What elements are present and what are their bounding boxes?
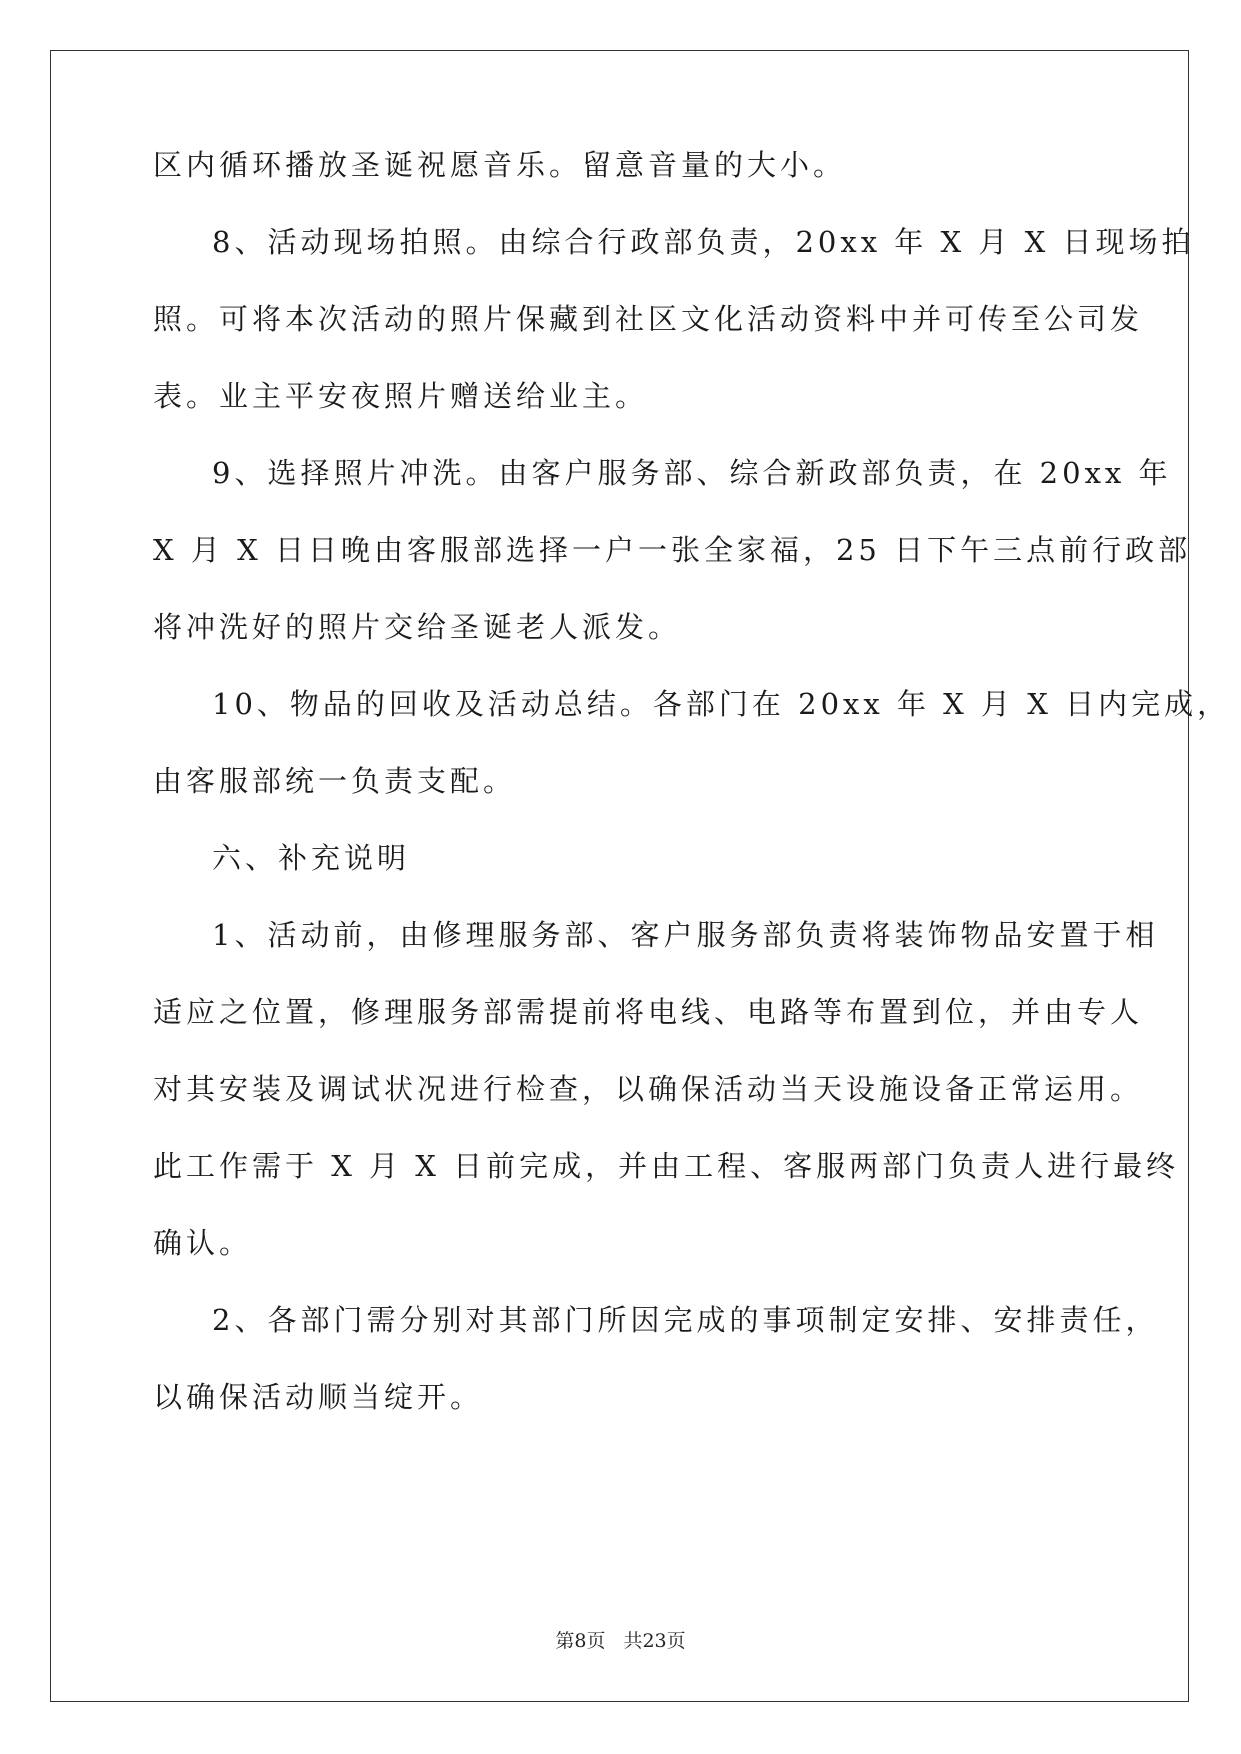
text-line: 8、活动现场拍照。由综合行政部负责，20xx 年 X 月 X 日现场拍 (212, 225, 1195, 259)
text-line: 适应之位置，修理服务部需提前将电线、电路等布置到位，并由专人 (153, 995, 1144, 1029)
page-total: 共23页 (623, 1630, 686, 1652)
text-line: 照。可将本次活动的照片保藏到社区文化活动资料中并可传至公司发 (153, 302, 1144, 336)
text-line: 将冲洗好的照片交给圣诞老人派发。 (153, 610, 682, 644)
text-line: 确认。 (153, 1226, 253, 1260)
text-line: 由客服部统一负责支配。 (153, 764, 517, 798)
text-line: 以确保活动顺当绽开。 (153, 1380, 484, 1414)
page-number: 第8页 (555, 1630, 606, 1652)
text-line: 9、选择照片冲洗。由客户服务部、综合新政部负责，在 20xx 年 (212, 456, 1172, 490)
text-line: 1、活动前，由修理服务部、客户服务部负责将装饰物品安置于相 (212, 918, 1159, 952)
section-heading: 六、补充说明 (212, 841, 411, 875)
text-line: 区内循环播放圣诞祝愿音乐。留意音量的大小。 (153, 148, 847, 182)
text-line: X 月 X 日日晚由客服部选择一户一张全家福，25 日下午三点前行政部 (153, 533, 1192, 567)
text-line: 表。业主平安夜照片赠送给业主。 (153, 379, 649, 413)
text-line: 2、各部门需分别对其部门所因完成的事项制定安排、安排责任， (212, 1303, 1159, 1337)
text-line: 此工作需于 X 月 X 日前完成，并由工程、客服两部门负责人进行最终 (153, 1149, 1180, 1183)
text-line: 10、物品的回收及活动总结。各部门在 20xx 年 X 月 X 日内完成， (212, 687, 1231, 721)
text-line: 对其安装及调试状况进行检查，以确保活动当天设施设备正常运用。 (153, 1072, 1144, 1106)
page-footer (0, 1626, 1241, 1653)
